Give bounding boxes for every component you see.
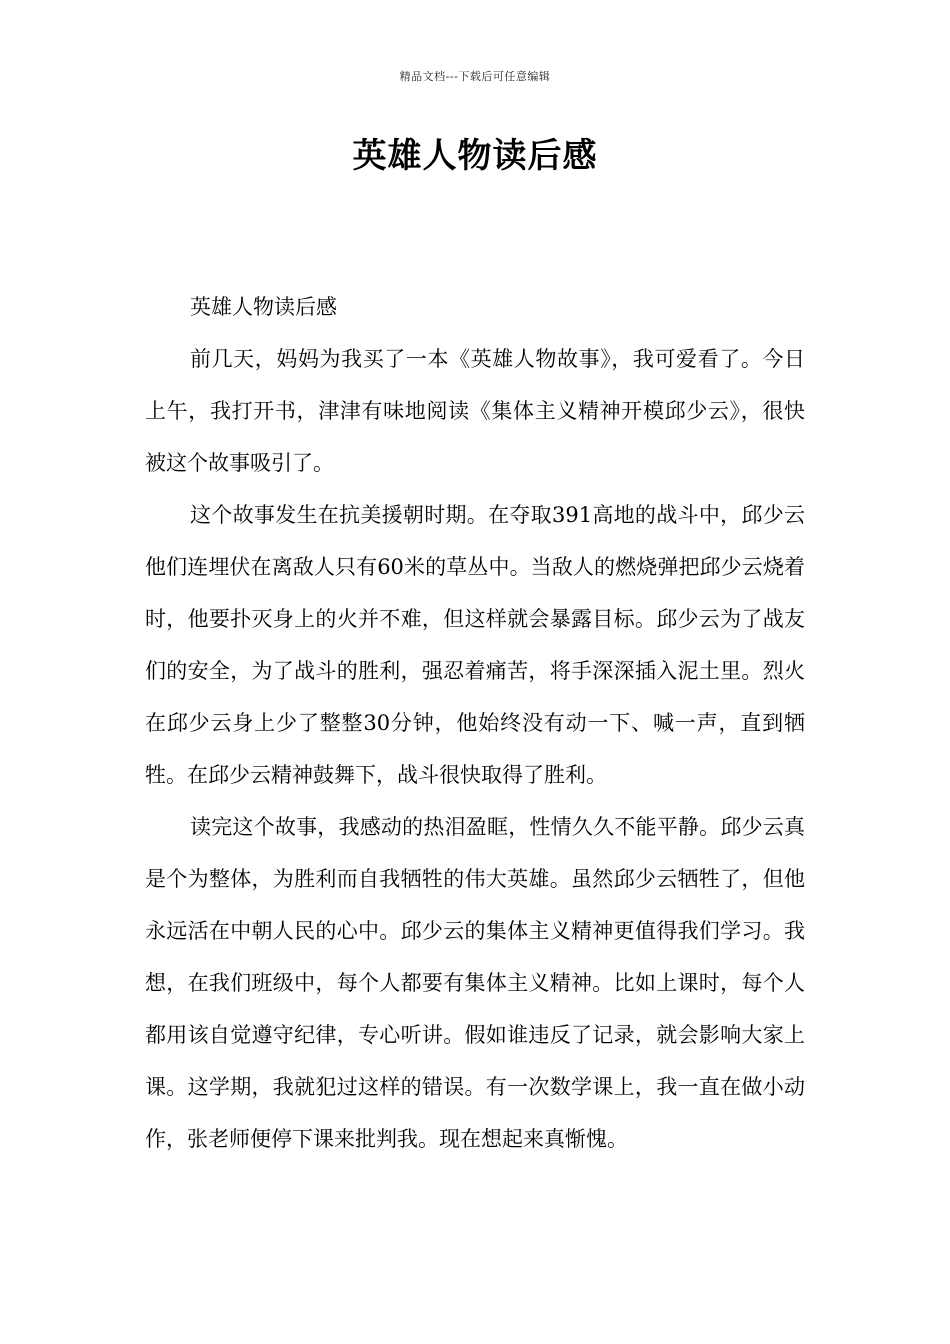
paragraph: 读完这个故事，我感动的热泪盈眶，性情久久不能平静。邱少云真是个为整体，为胜利而自我牺牲的伟大英雄。虽然邱少云牺牲了，但他永远活在中朝人民的心中。邱少云的集体主义精神更值得我们学习。我想，在我们班级中，每个人都要有集体主义精神。比如上课时，每个人都用该自觉遵守纪律，专心听讲。假如谁违反了记录，就会影响大家上课。这学期，我就犯过这样的错误。有一次数学课上，我一直在做小动作，张老师便停下课来批判我。现在想起来真惭愧。 (145, 815, 805, 1151)
paragraph: 这个故事发生在抗美援朝时期。在夺取391高地的战斗中，邱少云他们连埋伏在离敌人只有60米的草丛中。当敌人的燃烧弹把邱少云烧着时，他要扑灭身上的火并不难，但这样就会暴露目标。邱少云为了战友们的安全，为了战斗的胜利，强忍着痛苦，将手深深插入泥土里。烈火在邱少云身上少了整整30分钟，他始终没有动一下、喊一声，直到牺牲。在邱少云精神鼓舞下，战斗很快取得了胜利。 (145, 503, 805, 787)
paragraph-subtitle: 英雄人物读后感 (190, 295, 337, 319)
document-body (145, 281, 805, 1165)
header-note: 精品文档---下载后可任意编辑 (399, 70, 551, 83)
document-title: 英雄人物读后感 (352, 136, 598, 176)
paragraph: 前几天，妈妈为我买了一本《英雄人物故事》，我可爱看了。今日上午，我打开书，津津有味地阅读《集体主义精神开模邱少云》，很快被这个故事吸引了。 (145, 347, 805, 475)
